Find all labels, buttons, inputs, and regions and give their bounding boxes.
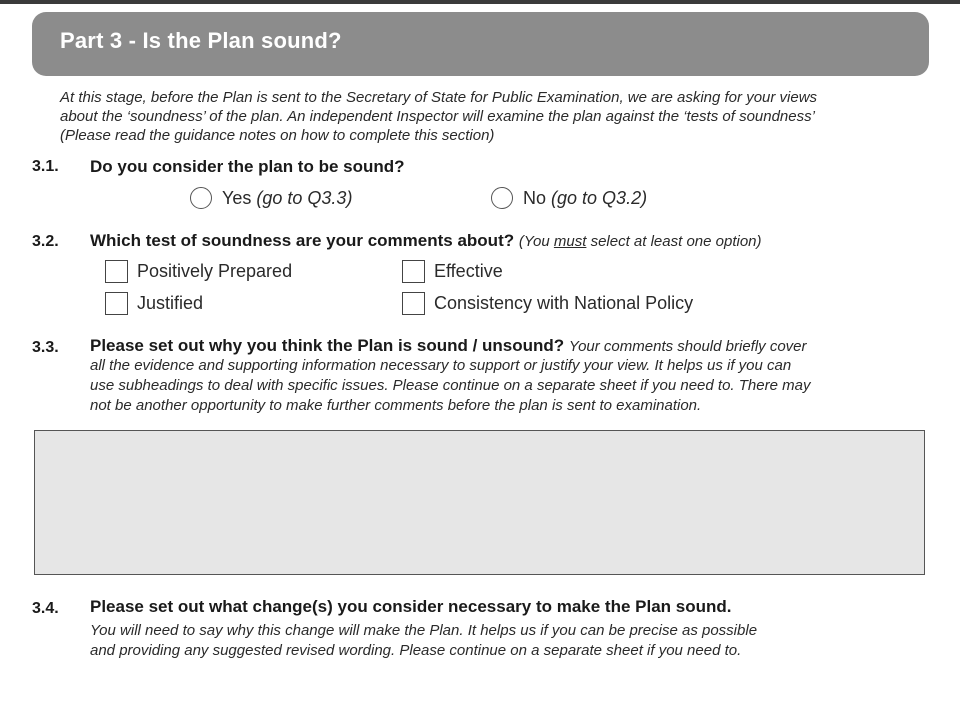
positively-prepared-checkbox[interactable] [105, 260, 128, 283]
question-text-3-3-main: Please set out why you think the Plan is sound / unsound? [90, 336, 565, 355]
note-prefix: (You [518, 233, 554, 250]
option-no-label: No [523, 187, 547, 208]
answer-textarea-3-3[interactable] [34, 430, 925, 575]
question-number-3-3: 3.3. [32, 339, 59, 356]
intro-text [60, 88, 930, 145]
checkbox-option-positively-prepared[interactable] [105, 260, 292, 283]
intro-line: about the ‘soundness’ of the plan. An independent Inspector will examine the plan against the ‘tests of soundness’ [60, 108, 815, 125]
question-number-3-4: 3.4. [32, 600, 59, 617]
question-note-3-3: Your comments should briefly cover [568, 338, 807, 355]
question-number-3-2: 3.2. [32, 233, 59, 250]
help-line: not be another opportunity to make further comments before the plan is sent to examination. [90, 397, 702, 414]
checkbox-label: Consistency with National Policy [434, 293, 694, 313]
question-text-3-2-main: Which test of soundness are your comments about? [90, 231, 515, 250]
justified-checkbox[interactable] [105, 292, 128, 315]
effective-checkbox[interactable] [402, 260, 425, 283]
option-no[interactable] [491, 187, 647, 209]
checkbox-option-justified[interactable] [105, 292, 203, 315]
option-yes-note: (go to Q3.3) [256, 187, 353, 208]
checkbox-label: Positively Prepared [137, 261, 293, 281]
option-yes-label: Yes [222, 187, 252, 208]
option-no-note: (go to Q3.2) [551, 187, 648, 208]
consistency-checkbox[interactable] [402, 292, 425, 315]
checkbox-option-consistency[interactable] [402, 292, 693, 315]
yes-radio[interactable] [190, 187, 212, 209]
question-help-3-3 [90, 356, 810, 416]
intro-line: At this stage, before the Plan is sent to the Secretary of State for Public Examination, we are asking for your views [60, 89, 818, 106]
top-rule [0, 0, 960, 4]
question-text-3-1: Do you consider the plan to be sound? [90, 157, 405, 176]
question-text-3-3 [90, 336, 807, 356]
question-note-3-2 [519, 233, 762, 250]
question-number-3-1: 3.1. [32, 158, 59, 175]
no-radio[interactable] [491, 187, 513, 209]
question-text-3-4: Please set out what change(s) you consider necessary to make the Plan sound. [90, 597, 732, 616]
option-yes[interactable] [190, 187, 352, 209]
question-text-3-2 [90, 231, 762, 251]
note-emphasis: must [553, 233, 587, 250]
note-suffix: select at least one option) [586, 233, 762, 250]
checkbox-option-effective[interactable] [402, 260, 503, 283]
help-line: use subheadings to deal with specific issues. Please continue on a separate sheet if you need to. There may [90, 377, 811, 394]
section-header [32, 12, 929, 76]
question-help-3-4 [90, 621, 757, 661]
help-line: You will need to say why this change will make the Plan. It helps us if you can be precise as possible [90, 622, 758, 639]
checkbox-label: Justified [137, 293, 204, 313]
help-line: and providing any suggested revised wording. Please continue on a separate sheet if you need to. [90, 642, 742, 659]
section-title: Part 3 - Is the Plan sound? [60, 28, 342, 53]
help-line: all the evidence and supporting information necessary to support or justify your view. It helps us if you can [90, 357, 792, 374]
checkbox-label: Effective [434, 261, 503, 281]
intro-line: (Please read the guidance notes on how to complete this section) [60, 127, 495, 144]
